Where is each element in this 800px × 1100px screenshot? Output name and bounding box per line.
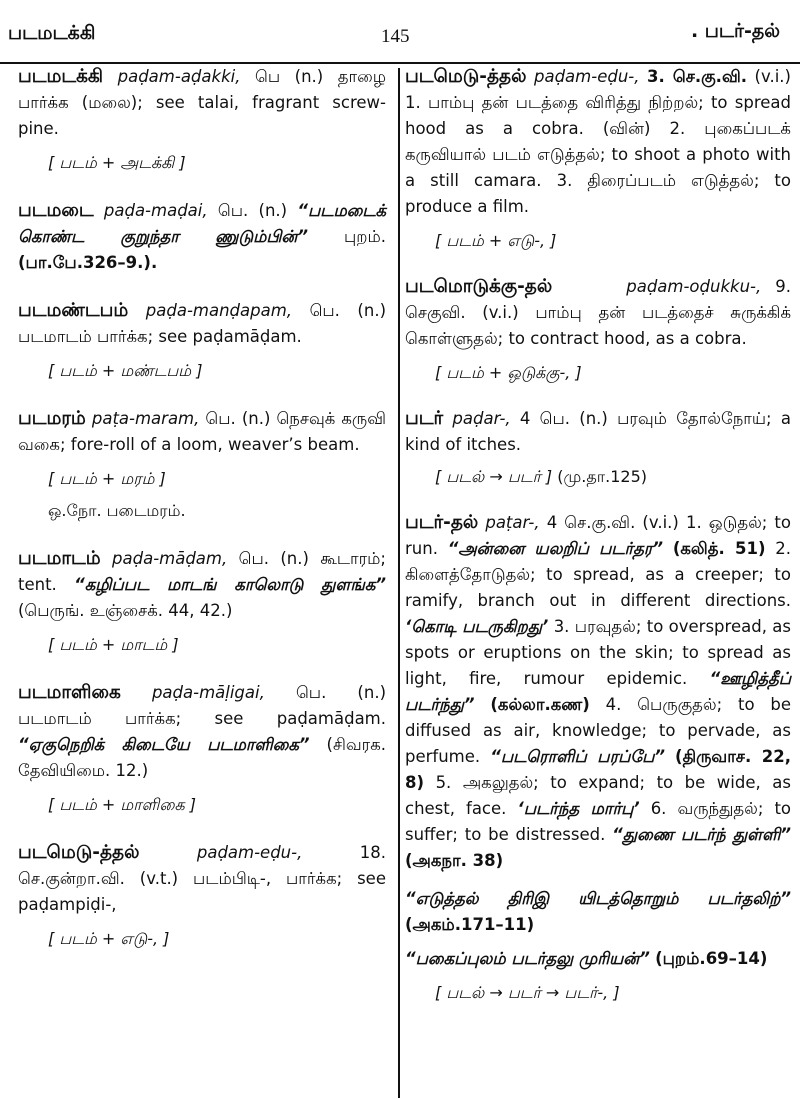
headword: படர்-தல் xyxy=(405,512,479,533)
definition: படமாடம் பார்க்க; see paḍamāḍam. xyxy=(18,709,386,728)
part-of-speech: 3. செ.கு.வி. xyxy=(647,67,747,86)
source: (அகநா. 38) xyxy=(405,851,504,870)
transliteration: paḍam-aḍakki, xyxy=(117,67,241,86)
etymology: [ படம் + அடக்கி ] xyxy=(48,153,186,172)
quotation: “படமடைக் கொண்ட குறுந்தா ணுடும்பின்” xyxy=(18,201,387,246)
transliteration: paḍam-oḍukku-, xyxy=(626,277,762,296)
definition: படம்பிடி-, பார்க்க; see paḍampiḍi-, xyxy=(18,869,386,914)
etymology: [ படம் + மண்டபம் ] xyxy=(48,361,203,380)
definition: கூடாரம்; tent. xyxy=(18,549,386,594)
etymology: [ படம் + மாளிகை ] xyxy=(48,795,197,814)
quotation: ‘கொடி படருகிறது’ xyxy=(405,617,549,636)
column-divider xyxy=(398,68,400,1098)
quotation: “படரொளிப் பரப்பே” xyxy=(490,747,665,766)
etymology: [ படம் + எடு-, ] xyxy=(48,929,170,948)
quotation: “ஊழித்தீப் படர்ந்து” xyxy=(405,669,792,714)
definition: 9. செகுவி. (v.i.) பாம்பு தன் படத்தைச் சுருக்கிக் கொள்ளுதல்; to contract hood, as a cobra. xyxy=(405,277,791,348)
sense-number: 18. xyxy=(359,843,387,862)
etymology: [ படம் + மாடம் ] xyxy=(48,635,179,654)
part-of-speech: 4 பெ. (n.) xyxy=(519,409,608,428)
source: (பெருங். உஞ்சைக். 44, 42.) xyxy=(18,601,233,620)
page-number: 145 xyxy=(381,26,410,47)
transliteration: paḍam-eḍu-, xyxy=(534,67,640,86)
page-header xyxy=(0,0,800,60)
source: (கல்லா.கண) xyxy=(490,695,590,714)
transliteration: paḍa-māḷigai, xyxy=(151,683,265,702)
transliteration: paḍa-māḍam, xyxy=(112,549,228,568)
definition: தாழை பார்க்க (மலை); see talai, fragrant screw-pine. xyxy=(18,67,387,138)
part-of-speech: பெ. (n.) xyxy=(217,201,288,220)
entry-padamandapam xyxy=(18,298,386,384)
citation-line xyxy=(405,946,791,972)
transliteration: paḍam-eḍu-, xyxy=(196,843,303,862)
part-of-speech: செ.குன்றா.வி. (v.t.) xyxy=(18,869,179,888)
part-of-speech: பெ. (n.) xyxy=(295,683,386,702)
definition: பரவும் தோல்நோய்; a kind of itches. xyxy=(405,409,791,454)
etymology-line xyxy=(435,464,791,490)
definition: படமாடம் பார்க்க; see paḍamāḍam. xyxy=(18,327,302,346)
headword: படமாளிகை xyxy=(18,682,121,703)
source: (சிவரக. தேவியிமை. 12.) xyxy=(18,735,386,780)
entry-padamadam xyxy=(18,546,386,658)
citation-line xyxy=(405,886,791,938)
definition: நெசவுக் கருவி வகை; fore-roll of a loom, weaver’s beam. xyxy=(18,409,386,454)
transliteration: paṭar-, xyxy=(485,513,540,532)
headword: படமடக்கி xyxy=(18,66,104,87)
sense-4: 4. பெருகுதல்; to be diffused as air, knowledge; to pervade, as perfume. xyxy=(405,695,791,766)
quotation: “அன்னை யலறிப் படர்தர” xyxy=(447,539,664,558)
entry-padamaram xyxy=(18,406,386,524)
source: புறம். xyxy=(343,227,386,246)
part-of-speech: பெ (n.) xyxy=(255,67,324,86)
source: (புறம்.69–14) xyxy=(655,949,768,968)
etymology: [ படல் → படர் → படர்-, ] xyxy=(435,983,620,1002)
quotation: ‘படர்ந்த மார்பு’ xyxy=(517,799,640,818)
quotation: “கழிப்பட மாடங் காலொடு துளங்க” xyxy=(74,575,386,594)
etymology: [ படம் + எடு-, ] xyxy=(435,231,557,250)
transliteration: paḍa-manḍapam, xyxy=(145,301,293,320)
source: (அகம்.171–11) xyxy=(405,915,535,934)
sense-2: 2. கிளைத்தோடுதல்; to spread, as a creeper; to ramify, branch out in different directions. xyxy=(405,539,792,610)
entry-padar-noun xyxy=(405,406,791,490)
right-guide-word: . படர்-தல் xyxy=(690,20,780,42)
quotation: “துணை படர்ந் துள்ளி” xyxy=(612,825,791,844)
transliteration: paḍar-, xyxy=(452,409,511,428)
entry-padamodukku-thal xyxy=(405,274,791,386)
sense-3: 3. பரவுதல்; to overspread, as spots or eruptions on the skin; to spread as light, fire, rumour epidemic. xyxy=(405,617,792,688)
entry-padamadakki xyxy=(18,64,386,176)
sense-6: 6. வருந்துதல்; to suffer; to be distressed. xyxy=(405,799,792,844)
headword: படமண்டபம் xyxy=(18,300,129,321)
source: (திருவாச. 22, 8) xyxy=(405,747,791,792)
quotation: “எடுத்தல் திரிஇ யிடத்தொறும் படர்தலிற்” xyxy=(405,889,791,908)
headword: படமொடுக்கு-தல் xyxy=(405,276,553,297)
part-of-speech: பெ. (n.) xyxy=(238,549,309,568)
right-column xyxy=(405,64,791,1020)
compare-note: ஒ.நோ. படைமரம். xyxy=(48,501,186,520)
etymology: [ படம் + ஒடுக்கு-, ] xyxy=(435,363,582,382)
left-guide-word: படமடக்கி xyxy=(8,22,96,44)
headword: படமரம் xyxy=(18,408,86,429)
headword: படமடை xyxy=(18,200,94,221)
source: (கலித். 51) xyxy=(672,539,766,558)
part-of-speech: 4 செ.கு.வி. (v.i.) xyxy=(546,513,679,532)
sense-1: 1. ஒடுதல்; to run. xyxy=(405,513,791,558)
entry-padamedu-thal-18 xyxy=(18,840,386,952)
part-of-speech: பெ. (n.) xyxy=(205,409,271,428)
entry-padar-thal xyxy=(405,510,791,1006)
entry-padamadai xyxy=(18,198,386,276)
entry-padamaligai xyxy=(18,680,386,818)
left-column xyxy=(18,64,386,966)
headword: படமாடம் xyxy=(18,548,101,569)
source: (பா.பே.326–9.). xyxy=(18,253,158,272)
headword: படர் xyxy=(405,408,444,429)
sense-5: 5. அகலுதல்; to expand; to be wide, as chest, face. xyxy=(405,773,791,818)
etymology: [ படல் → படர் ] xyxy=(435,467,553,486)
transliteration: paḍa-maḍai, xyxy=(103,201,208,220)
part-of-speech: பெ. (n.) xyxy=(309,301,386,320)
entry-padamedu-thal-3 xyxy=(405,64,791,254)
headword: படமெடு-த்தல் xyxy=(405,66,527,87)
headword: படமெடு-த்தல் xyxy=(18,842,140,863)
quotation: “பகைப்புலம் படர்தலு முரியன்” xyxy=(405,949,650,968)
transliteration: paṭa-maram, xyxy=(91,409,200,428)
source: (மு.தா.125) xyxy=(557,467,647,486)
etymology: [ படம் + மரம் ] xyxy=(48,469,166,488)
quotation: “ஏகுநெறிக் கிடையே படமாளிகை” xyxy=(18,735,310,754)
definition: (v.i.) 1. பாம்பு தன் படத்தை விரித்து நிற்றல்; to spread hood as a cobra. (வின்) 2. புகைப்படக் கருவியால் படம் எடுத்தல்; to shoot a photo with a still camara. 3. திரைப்படம் எடுத்தல்; to produce a film. xyxy=(405,67,791,216)
